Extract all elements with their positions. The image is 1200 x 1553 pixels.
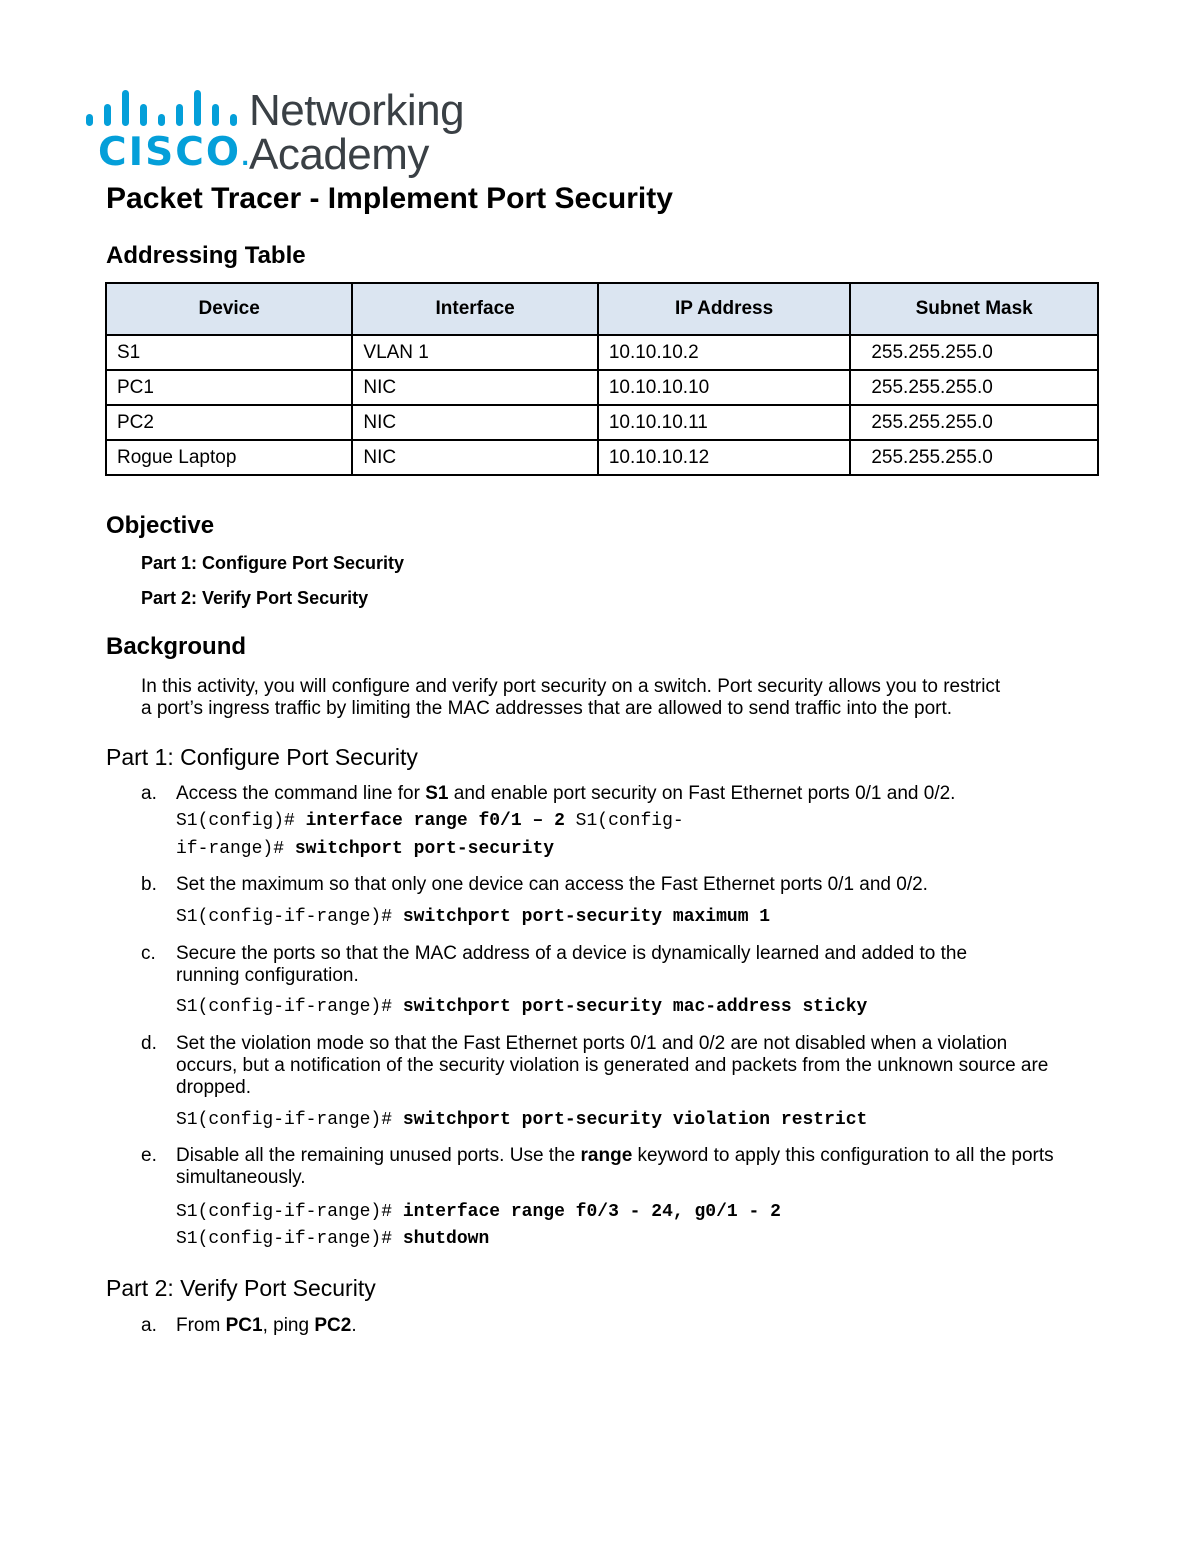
step-text: Disable all the remaining unused ports. Use the range keyword to apply this configuration to all the ports simultaneously. — [176, 1145, 1054, 1188]
command-line: S1(config)# interface range f0/1 – 2 S1(config- — [176, 811, 684, 831]
table-cell: PC1 — [106, 370, 352, 405]
table-cell: S1 — [106, 335, 352, 370]
table-cell: Rogue Laptop — [106, 440, 352, 475]
cisco-networking-academy-logo — [84, 86, 484, 178]
command-line: S1(config-if-range)# switchport port-security violation restrict — [176, 1110, 868, 1130]
table-cell: 255.255.255.0 — [850, 335, 1098, 370]
logo-academy: Academy — [249, 130, 429, 179]
table-cell: 255.255.255.0 — [850, 405, 1098, 440]
step-label: a. — [141, 783, 157, 804]
step-label: e. — [141, 1145, 157, 1166]
table-cell: NIC — [352, 440, 597, 475]
table-row — [106, 405, 1098, 440]
table-row — [106, 370, 1098, 405]
part-2-heading: Part 2: Verify Port Security — [106, 1275, 376, 1301]
objective-heading: Objective — [106, 512, 215, 539]
objective-part-1: Part 1: Configure Port Security — [141, 553, 405, 573]
step-text: Set the maximum so that only one device can access the Fast Ethernet ports 0/1 and 0/2. — [176, 874, 928, 895]
step-text: Access the command line for S1 and enable port security on Fast Ethernet ports 0/1 and 0/2. — [176, 783, 956, 804]
addressing-table-heading: Addressing Table — [106, 242, 306, 269]
background-line-2: a port’s ingress traffic by limiting the MAC addresses that are allowed to send traffic into the port. — [141, 698, 953, 719]
step-text: From PC1, ping PC2. — [176, 1315, 357, 1336]
step-label: c. — [141, 943, 156, 964]
logo-networking: Networking — [249, 86, 465, 135]
table-cell: 255.255.255.0 — [850, 440, 1098, 475]
step-label: b. — [141, 874, 157, 895]
table-cell: VLAN 1 — [352, 335, 597, 370]
column-header: IP Address — [598, 283, 851, 335]
table-cell: 10.10.10.11 — [598, 405, 851, 440]
table-header-row — [106, 283, 1098, 335]
table-cell: PC2 — [106, 405, 352, 440]
background-line-1: In this activity, you will configure and verify port security on a switch. Port security allows you to restrict — [141, 676, 1001, 697]
table-cell: 10.10.10.12 — [598, 440, 851, 475]
step-text: Set the violation mode so that the Fast Ethernet ports 0/1 and 0/2 are not disabled when a violation occurs, but a notification of the security violation is generated and packets from the unknown source are dropped. — [176, 1033, 1049, 1098]
table-cell: 10.10.10.2 — [598, 335, 851, 370]
table-row — [106, 440, 1098, 475]
command-line: S1(config-if-range)# shutdown — [176, 1229, 490, 1249]
addressing-table — [105, 282, 1099, 476]
background-paragraph — [141, 676, 1071, 720]
step-label: a. — [141, 1315, 157, 1336]
table-cell: NIC — [352, 370, 597, 405]
command-line: S1(config-if-range)# interface range f0/3 - 24, g0/1 - 2 — [176, 1202, 781, 1222]
command-line: if-range)# switchport port-security — [176, 839, 555, 859]
cisco-bridge-bars-icon — [84, 90, 234, 126]
table-cell: NIC — [352, 405, 597, 440]
column-header: Device — [106, 283, 352, 335]
step-text: Secure the ports so that the MAC address of a device is dynamically learned and added to the running configuration. — [176, 943, 968, 986]
page-title: Packet Tracer - Implement Port Security — [106, 182, 673, 215]
column-header: Subnet Mask — [850, 283, 1098, 335]
table-cell: 255.255.255.0 — [850, 370, 1098, 405]
objective-part-2: Part 2: Verify Port Security — [141, 588, 369, 608]
part-1-heading: Part 1: Configure Port Security — [106, 744, 418, 770]
column-header: Interface — [352, 283, 597, 335]
table-cell: 10.10.10.10 — [598, 370, 851, 405]
command-line: S1(config-if-range)# switchport port-security maximum 1 — [176, 907, 771, 927]
background-heading: Background — [106, 633, 247, 660]
step-label: d. — [141, 1033, 157, 1054]
cisco-wordmark: CISCO. — [98, 130, 250, 175]
command-line: S1(config-if-range)# switchport port-security mac-address sticky — [176, 997, 868, 1017]
table-row — [106, 335, 1098, 370]
